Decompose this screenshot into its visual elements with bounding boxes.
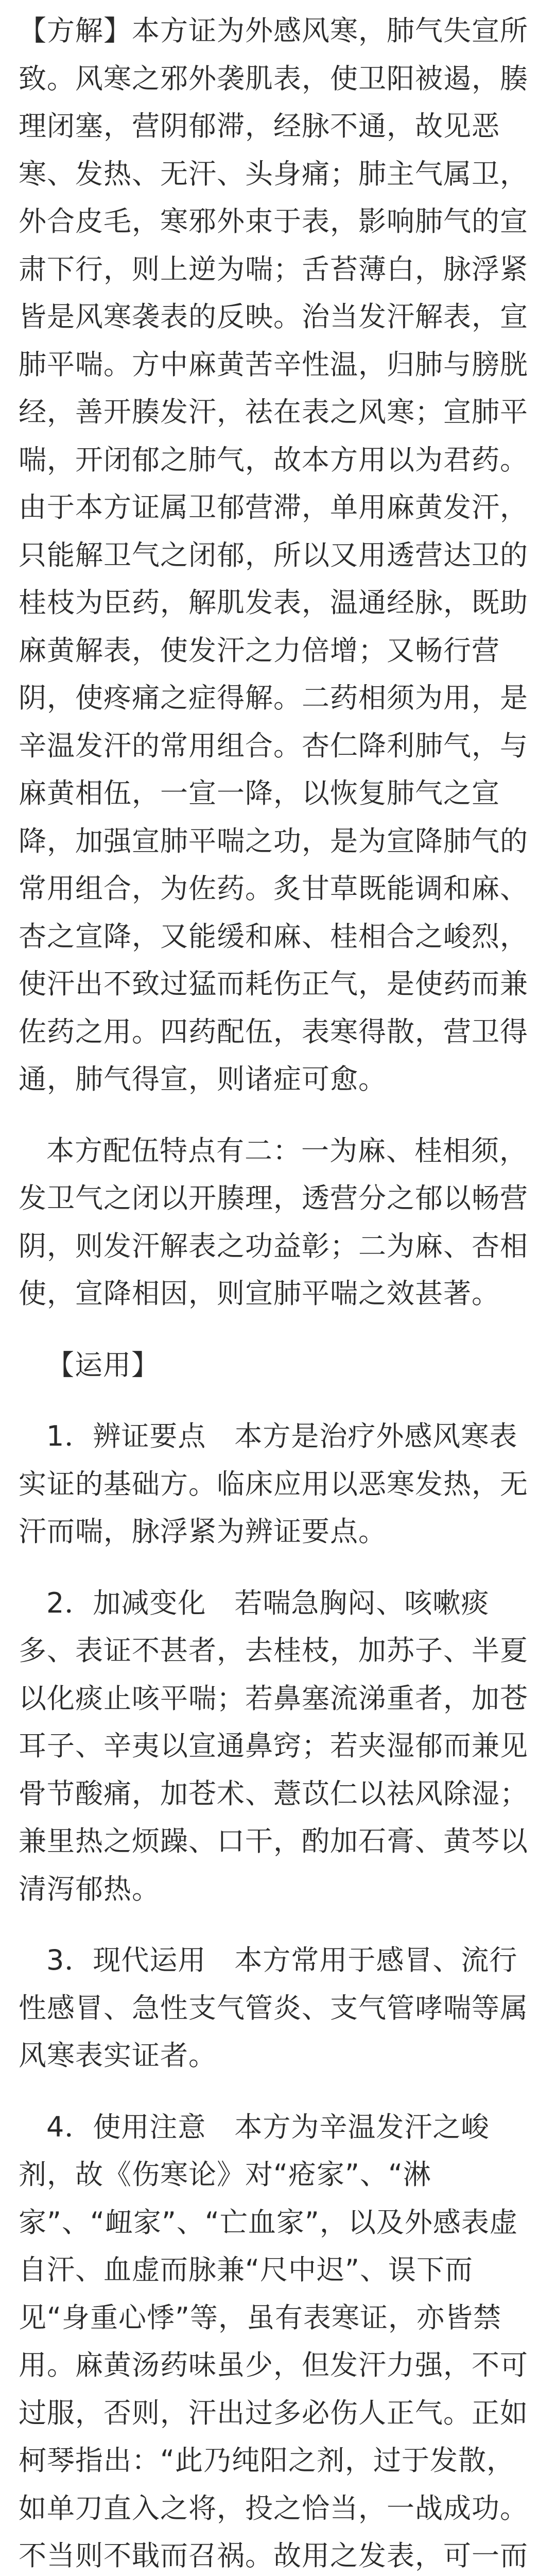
paragraph-bianzheng: 1．辨证要点 本方是治疗外感风寒表实证的基础方。临床应用以恶寒发热，无汗而喘，脉浮紧为辨证要点。 <box>19 1413 537 1556</box>
paragraph-gap <box>19 1556 537 1580</box>
paragraph-gap <box>19 1913 537 1937</box>
paragraph-xiandai: 3．现代运用 本方常用于感冒、流行性感冒、急性支气管炎、支气管哮喘等属风寒表实证者。 <box>19 1937 537 2080</box>
paragraph-gap <box>19 1104 537 1127</box>
paragraph-gap <box>19 2080 537 2104</box>
paragraph-gap <box>19 1318 537 1342</box>
paragraph-shiyong-zhuyi: 4．使用注意 本方为辛温发汗之峻剂，故《伤寒论》对“疮家”、“淋家”、“衄家”、“亡血家”，以及外感表虚自汗、血虚而脉兼“尺中迟”、误下而见“身重心悸”等，虽有表寒证，亦皆禁用。麻黄汤药味虽少，但发汗力强，不可过服，否则，汗出过多必伤人正气。正如柯琴指出：“此乃纯阳之剂，过于发散，如单刀直入之将，投之恰当，一战成功。不当则不戢而召祸。故用之发表，可一而 <box>19 2104 537 2576</box>
paragraph-gap <box>19 1389 537 1413</box>
paragraph-jiajian: 2．加减变化 若喘急胸闷、咳嗽痰多、表证不甚者，去桂枝，加苏子、半夏以化痰止咳平喘；若鼻塞流涕重者，加苍耳子、辛夷以宣通鼻窍；若夹湿郁而兼见骨节酸痛，加苍术、薏苡仁以祛风除湿；兼里热之烦躁、口干，酌加石膏、黄芩以清泻郁热。 <box>19 1580 537 1913</box>
paragraph-peiwu-features: 本方配伍特点有二：一为麻、桂相须，发卫气之闭以开腠理，透营分之郁以畅营阴，则发汗解表之功益彰；二为麻、杏相使，宣降相因，则宣肺平喘之效甚著。 <box>19 1127 537 1318</box>
paragraph-fangjie: 【方解】本方证为外感风寒，肺气失宣所致。风寒之邪外袭肌表，使卫阳被遏，腠理闭塞，营阴郁滞，经脉不通，故见恶寒、发热、无汗、头身痛；肺主气属卫，外合皮毛，寒邪外束于表，影响肺气的宣肃下行，则上逆为喘；舌苔薄白，脉浮紧皆是风寒袭表的反映。治当发汗解表，宣肺平喘。方中麻黄苦辛性温，归肺与膀胱经，善开腠发汗，祛在表之风寒；宣肺平喘，开闭郁之肺气，故本方用以为君药。由于本方证属卫郁营滞，单用麻黄发汗，只能解卫气之闭郁，所以又用透营达卫的桂枝为臣药，解肌发表，温通经脉，既助麻黄解表，使发汗之力倍增；又畅行营阴，使疼痛之症得解。二药相须为用，是辛温发汗的常用组合。杏仁降利肺气，与麻黄相伍，一宣一降，以恢复肺气之宣降，加强宣肺平喘之功，是为宣降肺气的常用组合，为佐药。炙甘草既能调和麻、杏之宣降，又能缓和麻、桂相合之峻烈，使汗出不致过猛而耗伤正气，是使药而兼佐药之用。四药配伍，表寒得散，营卫得通，肺气得宣，则诸症可愈。 <box>19 7 537 1104</box>
section-heading-yunyong: 【运用】 <box>19 1342 537 1389</box>
